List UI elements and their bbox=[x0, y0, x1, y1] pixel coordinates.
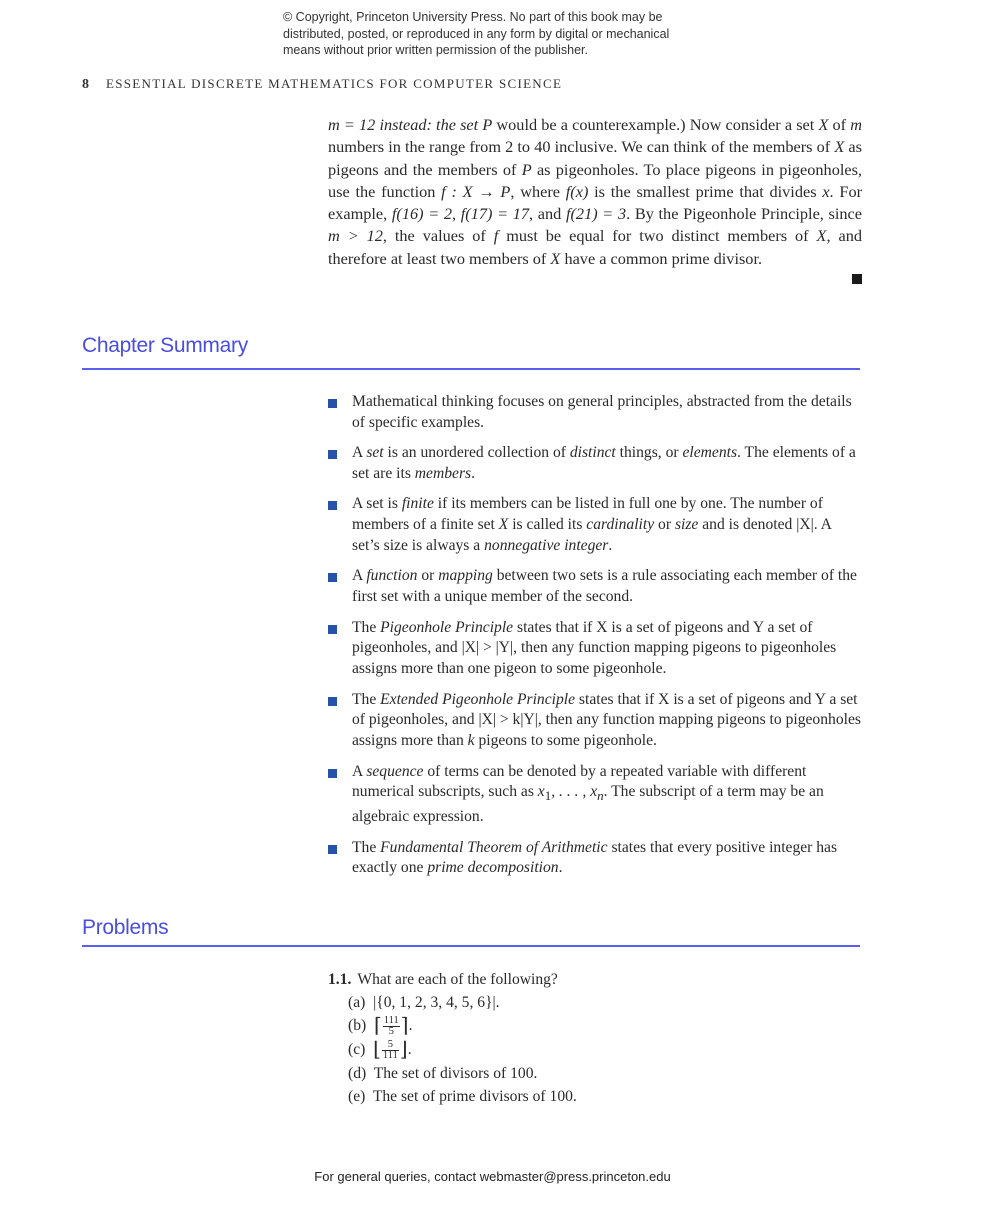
subproblem-text: The set of prime divisors of 100. bbox=[372, 1087, 577, 1105]
summary-list bbox=[328, 392, 862, 889]
text: A set is bbox=[352, 495, 402, 513]
copyright-line: © Copyright, Princeton University Press. No part of this book may be bbox=[283, 10, 663, 24]
page-number: 8 bbox=[82, 77, 89, 92]
numerator: 111 bbox=[383, 1014, 399, 1026]
text: A bbox=[352, 444, 367, 462]
text: , the values of bbox=[382, 226, 494, 246]
section-divider bbox=[82, 945, 860, 947]
summary-item bbox=[328, 690, 862, 752]
term: elements bbox=[682, 444, 738, 462]
period: . bbox=[407, 1040, 412, 1058]
ceiling-bracket-right-icon: ⌉ bbox=[400, 1014, 409, 1037]
math-text: f : X → P bbox=[441, 181, 511, 201]
summary-item bbox=[328, 494, 862, 556]
subproblem-e bbox=[328, 1085, 862, 1108]
math-text: x bbox=[822, 181, 830, 201]
denominator: 5 bbox=[388, 1025, 394, 1037]
text: states that if X is a set of pigeons and Y a set of pigeonholes, and |X| > k|Y|, then any function mapping pigeons to pigeonholes assigns more than bbox=[352, 690, 861, 750]
text: states that if X is a set of pigeons and Y a set of pigeonholes, and |X| > |Y|, then any function mapping pigeons to pigeonholes assigns more than one pigeon to some pigeonhole. bbox=[352, 618, 837, 678]
square-bullet-icon bbox=[328, 573, 337, 582]
math-text: P bbox=[521, 159, 532, 179]
term: sequence bbox=[366, 762, 424, 780]
term: mapping bbox=[438, 567, 493, 585]
math-text: X bbox=[550, 248, 561, 268]
summary-item bbox=[328, 443, 862, 485]
math-text: m > 12 bbox=[328, 226, 383, 246]
subproblem-label: (b) bbox=[348, 1017, 367, 1034]
text: of bbox=[828, 115, 851, 134]
text: A bbox=[352, 567, 367, 585]
term: cardinality bbox=[586, 516, 655, 534]
text: numbers in the range from 2 to 40 inclusive. We can think of the members of bbox=[328, 137, 835, 157]
chapter-summary-heading: Chapter Summary bbox=[82, 334, 248, 357]
book-title: ESSENTIAL DISCRETE MATHEMATICS FOR COMPUTER SCIENCE bbox=[106, 76, 563, 91]
subproblem-c bbox=[328, 1038, 862, 1062]
term: Fundamental Theorem of Arithmetic bbox=[380, 838, 608, 856]
math-text: f(x) bbox=[565, 181, 589, 201]
copyright-line: means without prior written permission of the publisher. bbox=[283, 43, 589, 57]
text: pigeons to some pigeonhole. bbox=[474, 732, 657, 750]
term: k bbox=[467, 732, 475, 750]
subproblem-a bbox=[328, 991, 862, 1014]
term: size bbox=[674, 516, 699, 534]
text: . bbox=[471, 464, 476, 482]
problem-text: What are each of the following? bbox=[357, 971, 558, 988]
text: as pigeons and the members of bbox=[328, 137, 862, 179]
summary-item bbox=[328, 392, 862, 434]
term: Extended Pigeonhole Principle bbox=[380, 690, 576, 708]
floor-bracket-right-icon: ⌋ bbox=[399, 1038, 408, 1061]
text: have a common prime divisor. bbox=[560, 248, 763, 268]
term: function bbox=[366, 567, 418, 585]
text: Mathematical thinking focuses on general principles, abstracted from the details of specific examples. bbox=[352, 393, 852, 431]
fraction bbox=[383, 1016, 400, 1037]
term: distinct bbox=[569, 444, 616, 462]
subproblem-label: (a) bbox=[348, 994, 366, 1011]
term: members bbox=[414, 464, 472, 482]
summary-item bbox=[328, 566, 862, 608]
text: or bbox=[417, 567, 439, 585]
subproblem-label: (e) bbox=[348, 1087, 366, 1105]
text: is an unordered collection of bbox=[383, 444, 570, 462]
text: . For example, bbox=[328, 181, 863, 224]
math-text: m = 12 instead: the set bbox=[328, 115, 483, 134]
math-text: X bbox=[834, 137, 845, 157]
subproblem-text: The set of divisors of 100. bbox=[373, 1064, 538, 1082]
math-text: , . . . , x bbox=[551, 783, 598, 801]
numerator: 5 bbox=[382, 1040, 399, 1051]
text: . bbox=[608, 536, 613, 554]
text: is called its bbox=[508, 516, 587, 534]
copyright-notice bbox=[283, 9, 733, 59]
math-text: f(16) = 2, f(17) = 17 bbox=[391, 204, 530, 224]
term: prime decomposition bbox=[427, 859, 559, 877]
qed-square-icon bbox=[852, 274, 862, 284]
problem-number: 1.1. bbox=[328, 971, 352, 988]
square-bullet-icon bbox=[328, 769, 337, 778]
math-text: X bbox=[818, 115, 829, 134]
math-text: f(21) = 3 bbox=[565, 204, 627, 224]
text: and is denoted |X|. A set’s size is always a bbox=[352, 516, 832, 554]
square-bullet-icon bbox=[328, 450, 337, 459]
copyright-line: distributed, posted, or reproduced in any form by digital or mechanical bbox=[283, 26, 670, 41]
subproblem-label: (c) bbox=[348, 1040, 366, 1058]
text: P bbox=[482, 115, 493, 134]
text: A bbox=[352, 762, 367, 780]
subproblem-label: (d) bbox=[348, 1064, 367, 1082]
floor-bracket-left-icon: ⌊ bbox=[373, 1038, 381, 1061]
square-bullet-icon bbox=[328, 697, 337, 706]
text: , where bbox=[510, 181, 566, 201]
subproblem-d bbox=[328, 1062, 862, 1085]
problems-heading: Problems bbox=[82, 916, 169, 939]
term: set bbox=[366, 444, 384, 462]
text: of terms can be denoted by a repeated variable with different numerical subscripts, such as bbox=[352, 762, 807, 801]
running-head bbox=[82, 76, 562, 93]
math-text: m bbox=[850, 115, 863, 134]
term: finite bbox=[401, 495, 434, 513]
footer-contact: For general queries, contact webmaster@press.princeton.edu bbox=[314, 1169, 671, 1184]
term: X bbox=[498, 516, 509, 534]
summary-item bbox=[328, 618, 862, 680]
ceiling-bracket-left-icon: ⌈ bbox=[373, 1014, 382, 1037]
problem-1-1 bbox=[328, 968, 862, 1108]
square-bullet-icon bbox=[328, 845, 337, 854]
text: . The elements of a set are its bbox=[352, 444, 856, 482]
period: . bbox=[408, 1017, 413, 1034]
math-text: f bbox=[493, 226, 499, 246]
text: is the smallest prime that divides bbox=[588, 181, 823, 201]
text: . By the Pigeonhole Principle, since bbox=[626, 204, 863, 224]
text: would be a counterexample.) Now consider a set bbox=[492, 115, 819, 134]
subproblem-b bbox=[328, 1014, 862, 1038]
square-bullet-icon bbox=[328, 625, 337, 634]
text: The bbox=[352, 838, 381, 856]
section-divider bbox=[82, 368, 860, 370]
text: , and therefore at least two members of bbox=[328, 226, 862, 268]
math-text: x bbox=[537, 783, 545, 801]
math-text: X bbox=[816, 226, 827, 246]
denominator: 111 bbox=[382, 1049, 398, 1061]
text: as pigeonholes. To place pigeons in pigeonholes, use the function bbox=[328, 159, 862, 201]
text: if its members can be listed in full one by one. The number of members of a finite set bbox=[352, 495, 823, 534]
text: or bbox=[654, 516, 675, 534]
proof-paragraph bbox=[328, 114, 862, 270]
square-bullet-icon bbox=[328, 501, 337, 510]
problem-stem bbox=[328, 968, 862, 991]
text: states that every positive integer has exactly one bbox=[352, 838, 838, 877]
text: , and bbox=[529, 204, 566, 224]
text: must be equal for two distinct members of bbox=[498, 226, 817, 246]
term: Pigeonhole Principle bbox=[380, 618, 514, 636]
summary-item bbox=[328, 838, 862, 880]
text: between two sets is a rule associating each member of the first set with a unique member of the second. bbox=[352, 567, 857, 606]
term: nonnegative integer bbox=[484, 536, 609, 554]
subproblem-text: |{0, 1, 2, 3, 4, 5, 6}|. bbox=[373, 994, 500, 1011]
square-bullet-icon bbox=[328, 399, 337, 408]
subscript: n bbox=[597, 788, 604, 804]
subscript: 1 bbox=[544, 788, 552, 804]
text: things, or bbox=[615, 444, 683, 462]
text: The bbox=[352, 690, 381, 708]
fraction bbox=[382, 1040, 399, 1061]
text: . The subscript of a term may be an algebraic expression. bbox=[352, 783, 824, 826]
text: The bbox=[352, 618, 381, 636]
text: . bbox=[558, 859, 563, 877]
summary-item bbox=[328, 762, 862, 829]
